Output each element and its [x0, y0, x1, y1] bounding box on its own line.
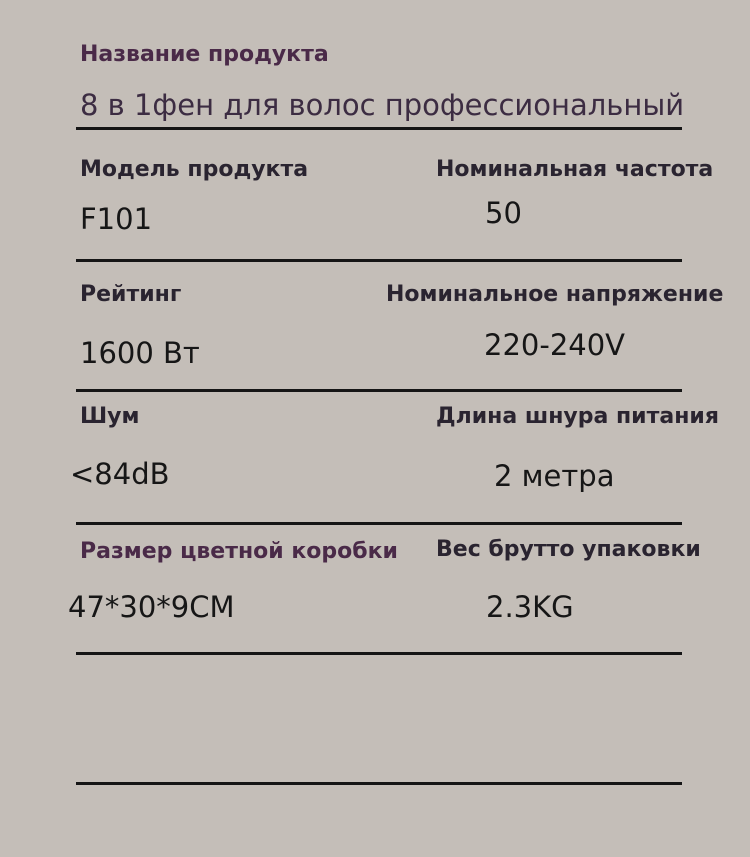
model-value: F101: [80, 202, 153, 236]
box-size-value: 47*30*9CM: [68, 590, 235, 624]
voltage-value: 220-240V: [484, 328, 626, 362]
voltage-label: Номинальное напряжение: [386, 282, 724, 307]
divider-4: [76, 522, 682, 525]
divider-1: [76, 127, 682, 130]
divider-3: [76, 389, 682, 392]
gross-weight-label: Вес брутто упаковки: [436, 537, 701, 562]
cord-length-value: 2 метра: [494, 459, 615, 493]
product-name-value: 8 в 1фен для волос профессиональный: [80, 88, 685, 122]
noise-label: Шум: [80, 404, 140, 429]
frequency-value: 50: [485, 196, 522, 230]
noise-value: <84dB: [70, 457, 170, 491]
divider-6: [76, 782, 682, 785]
power-value: 1600 Вт: [80, 336, 200, 370]
box-size-label: Размер цветной коробки: [80, 539, 398, 564]
model-label: Модель продукта: [80, 157, 309, 182]
product-name-label: Название продукта: [80, 42, 329, 67]
divider-2: [76, 259, 682, 262]
cord-length-label: Длина шнура питания: [436, 404, 719, 429]
divider-5: [76, 652, 682, 655]
gross-weight-value: 2.3KG: [486, 590, 574, 624]
frequency-label: Номинальная частота: [436, 157, 714, 182]
power-label: Рейтинг: [80, 282, 182, 307]
